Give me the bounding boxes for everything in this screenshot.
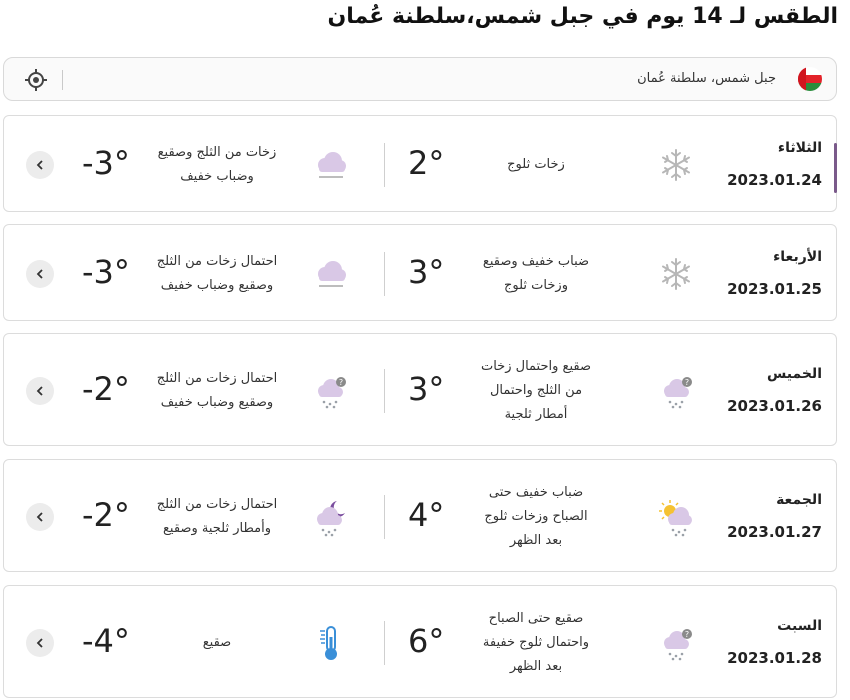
day-temperature: 4° (408, 495, 445, 534)
day-description-line: صقيع واحتمال زخات (480, 358, 591, 374)
day-description-line: بعد الظهر (509, 532, 563, 548)
night-description-line: صقيع (202, 634, 232, 650)
chevron-left-icon (34, 385, 46, 397)
day-description-line: أمطار ثلجية (504, 406, 568, 422)
cloud-snow-question-icon (656, 371, 696, 411)
day-description-line: الصباح وزخات ثلوج (484, 508, 588, 524)
day-description (466, 481, 606, 553)
night-description-line: وصقيع وضباب خفيف (160, 277, 274, 293)
snowflake-icon (656, 254, 696, 294)
day-date: 2023.01.24 (727, 170, 822, 189)
night-description-line: وصقيع وضباب خفيف (160, 394, 274, 410)
svg-text:?: ? (338, 377, 344, 387)
day-name: الثلاثاء (777, 139, 822, 156)
day-description-line: بعد الظهر (509, 658, 563, 674)
night-description (142, 367, 292, 415)
cloud-snow-question-icon (310, 371, 350, 411)
day-card[interactable] (3, 224, 837, 321)
day-name: الخميس (766, 365, 822, 382)
day-name: السبت (777, 617, 822, 634)
day-card[interactable] (3, 333, 837, 446)
divider (384, 369, 385, 413)
day-description-line: ضباب خفيف حتى (488, 484, 584, 500)
chevron-left-icon (34, 511, 46, 523)
location-search-bar[interactable] (3, 57, 837, 101)
cloud-fog-icon (310, 254, 350, 294)
night-temperature: -3° (82, 143, 130, 182)
day-temperature: 6° (408, 621, 445, 660)
svg-text:?: ? (684, 629, 690, 639)
day-description-line: من الثلج واحتمال (489, 382, 583, 398)
expand-button[interactable] (26, 503, 54, 531)
day-date: 2023.01.26 (727, 396, 822, 415)
day-description-line: زخات ثلوج (507, 156, 565, 172)
day-description (466, 153, 606, 177)
day-description-line: ضباب خفيف وصقيع (482, 253, 590, 269)
day-name: الأربعاء (773, 248, 822, 265)
chevron-left-icon (34, 159, 46, 171)
night-description-line: زخات من الثلج وصقيع (157, 144, 277, 160)
day-description-line: واحتمال ثلوج خفيفة (482, 634, 590, 650)
night-description (142, 493, 292, 541)
night-temperature: -2° (82, 495, 130, 534)
expand-button[interactable] (26, 260, 54, 288)
night-description-line: احتمال زخات من الثلج (156, 496, 278, 512)
sun-cloud-snow-icon (656, 497, 696, 537)
night-description-line: احتمال زخات من الثلج (156, 370, 278, 386)
day-temperature: 2° (408, 143, 445, 182)
day-date: 2023.01.25 (727, 279, 822, 298)
night-description-line: وأمطار ثلجية وصقيع (163, 520, 271, 536)
day-date: 2023.01.28 (727, 648, 822, 667)
night-temperature: -3° (82, 252, 130, 291)
day-date: 2023.01.27 (727, 522, 822, 541)
night-temperature: -2° (82, 369, 130, 408)
day-card[interactable] (3, 585, 837, 698)
svg-text:?: ? (684, 377, 690, 387)
day-description-line: صقيع حتى الصباح (488, 610, 584, 626)
day-card[interactable] (3, 459, 837, 572)
day-description (466, 355, 606, 427)
divider (384, 143, 385, 187)
night-description-line: احتمال زخات من الثلج (156, 253, 278, 269)
night-description (142, 250, 292, 298)
day-description (466, 607, 606, 679)
expand-button[interactable] (26, 629, 54, 657)
night-description (142, 631, 292, 655)
expand-button[interactable] (26, 377, 54, 405)
day-temperature: 3° (408, 369, 445, 408)
gps-locate-icon[interactable] (24, 68, 48, 92)
location-text[interactable]: جبل شمس، سلطنة عُمان (637, 71, 776, 86)
day-description-line: وزخات ثلوج (504, 277, 568, 293)
cloud-fog-icon (310, 145, 350, 185)
day-card[interactable] (3, 115, 837, 212)
day-description (466, 250, 606, 298)
night-temperature: -4° (82, 621, 130, 660)
night-description (142, 141, 292, 189)
divider (384, 495, 385, 539)
divider (62, 70, 63, 90)
chevron-left-icon (34, 268, 46, 280)
moon-cloud-snow-icon (310, 497, 350, 537)
oman-flag-icon (798, 67, 822, 91)
divider (384, 252, 385, 296)
cloud-snow-question-icon (656, 623, 696, 663)
day-temperature: 3° (408, 252, 445, 291)
snowflake-icon (656, 145, 696, 185)
day-name: الجمعة (776, 491, 822, 508)
divider (384, 621, 385, 665)
expand-button[interactable] (26, 151, 54, 179)
night-description-line: وضباب خفيف (180, 168, 254, 184)
page-title: الطقس لـ 14 يوم في جبل شمس،سلطنة عُمان (327, 4, 838, 29)
thermometer-cold-icon (310, 623, 350, 663)
chevron-left-icon (34, 637, 46, 649)
